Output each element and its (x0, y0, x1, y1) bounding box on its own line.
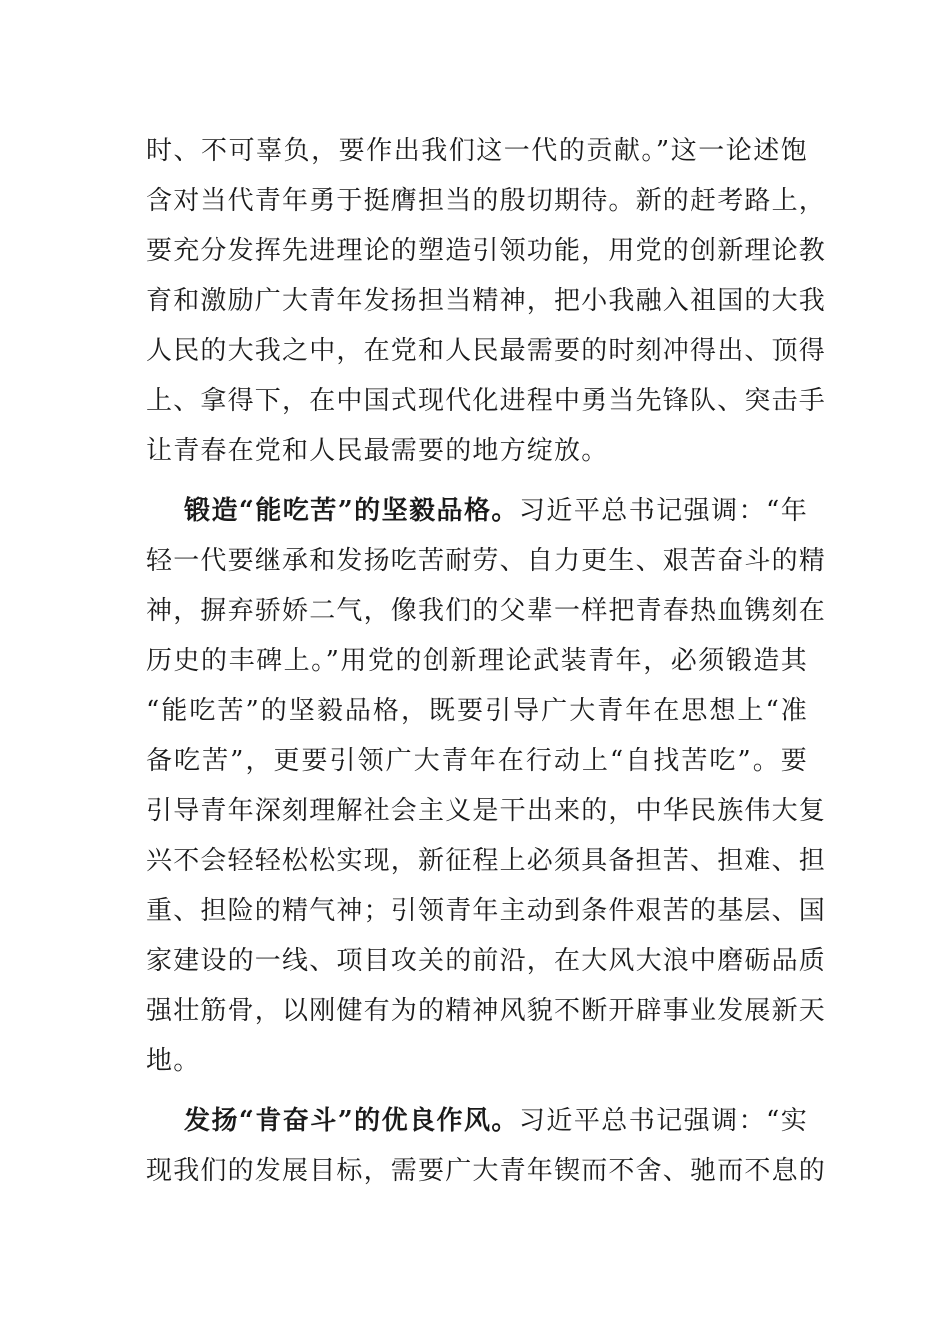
paragraph-2-line-1 (184, 491, 808, 531)
paragraph-3-line-1 (184, 1101, 808, 1141)
paragraph-1-line-6: 上、拿得下，在中国式现代化进程中勇当先锋队、突击手 (146, 386, 827, 416)
paragraph-2-line-3: 神，摒弃骄娇二气，像我们的父辈一样把青春热血镌刻在 (146, 596, 827, 626)
paragraph-2-line-11: 强壮筋骨，以刚健有为的精神风貌不断开辟事业发展新天 (146, 996, 827, 1026)
paragraph-2-line-9: 重、担险的精气神；引领青年主动到条件艰苦的基层、国 (146, 896, 827, 926)
paragraph-3-heading: 发扬“肯奋斗”的优良作风。 (184, 1106, 519, 1136)
paragraph-1-line-7: 让青春在党和人民最需要的地方绽放。 (146, 436, 609, 466)
paragraph-1-line-1: 时、不可辜负，要作出我们这一代的贡献。”这一论述饱 (146, 136, 808, 166)
paragraph-2-line-10: 家建设的一线、项目攻关的前沿，在大风大浪中磨砺品质 (146, 946, 827, 976)
paragraph-2-line-7: 引导青年深刻理解社会主义是干出来的，中华民族伟大复 (146, 796, 827, 826)
paragraph-1-line-2: 含对当代青年勇于挺膺担当的殷切期待。新的赶考路上， (146, 186, 827, 216)
paragraph-1-line-4: 育和激励广大青年发扬担当精神，把小我融入祖国的大我 (146, 286, 827, 316)
paragraph-2-line-2: 轻一代要继承和发扬吃苦耐劳、自力更生、艰苦奋斗的精 (146, 546, 827, 576)
paragraph-2-line-8: 兴不会轻轻松松实现，新征程上必须具备担苦、担难、担 (146, 846, 827, 876)
paragraph-3-line-2: 现我们的发展目标，需要广大青年锲而不舍、驰而不息的 (146, 1156, 827, 1186)
paragraph-2-line-12: 地。 (146, 1046, 201, 1076)
paragraph-2-heading: 锻造“能吃苦”的坚毅品格。 (184, 496, 519, 526)
paragraph-2-line-4: 历史的丰碑上。”用党的创新理论武装青年，必须锻造其 (146, 646, 808, 676)
paragraph-2-line-6: 备吃苦”，更要引领广大青年在行动上“自找苦吃”。要 (146, 746, 808, 776)
paragraph-2-line-5: “能吃苦”的坚毅品格，既要引导广大青年在思想上“准 (146, 696, 808, 726)
paragraph-3-first-line-text: 习近平总书记强调：“实 (518, 1106, 809, 1136)
paragraph-1-line-5: 人民的大我之中，在党和人民最需要的时刻冲得出、顶得 (146, 336, 827, 366)
paragraph-2-first-line-text: 习近平总书记强调：“年 (518, 496, 809, 526)
paragraph-1-line-3: 要充分发挥先进理论的塑造引领功能，用党的创新理论教 (146, 236, 827, 266)
